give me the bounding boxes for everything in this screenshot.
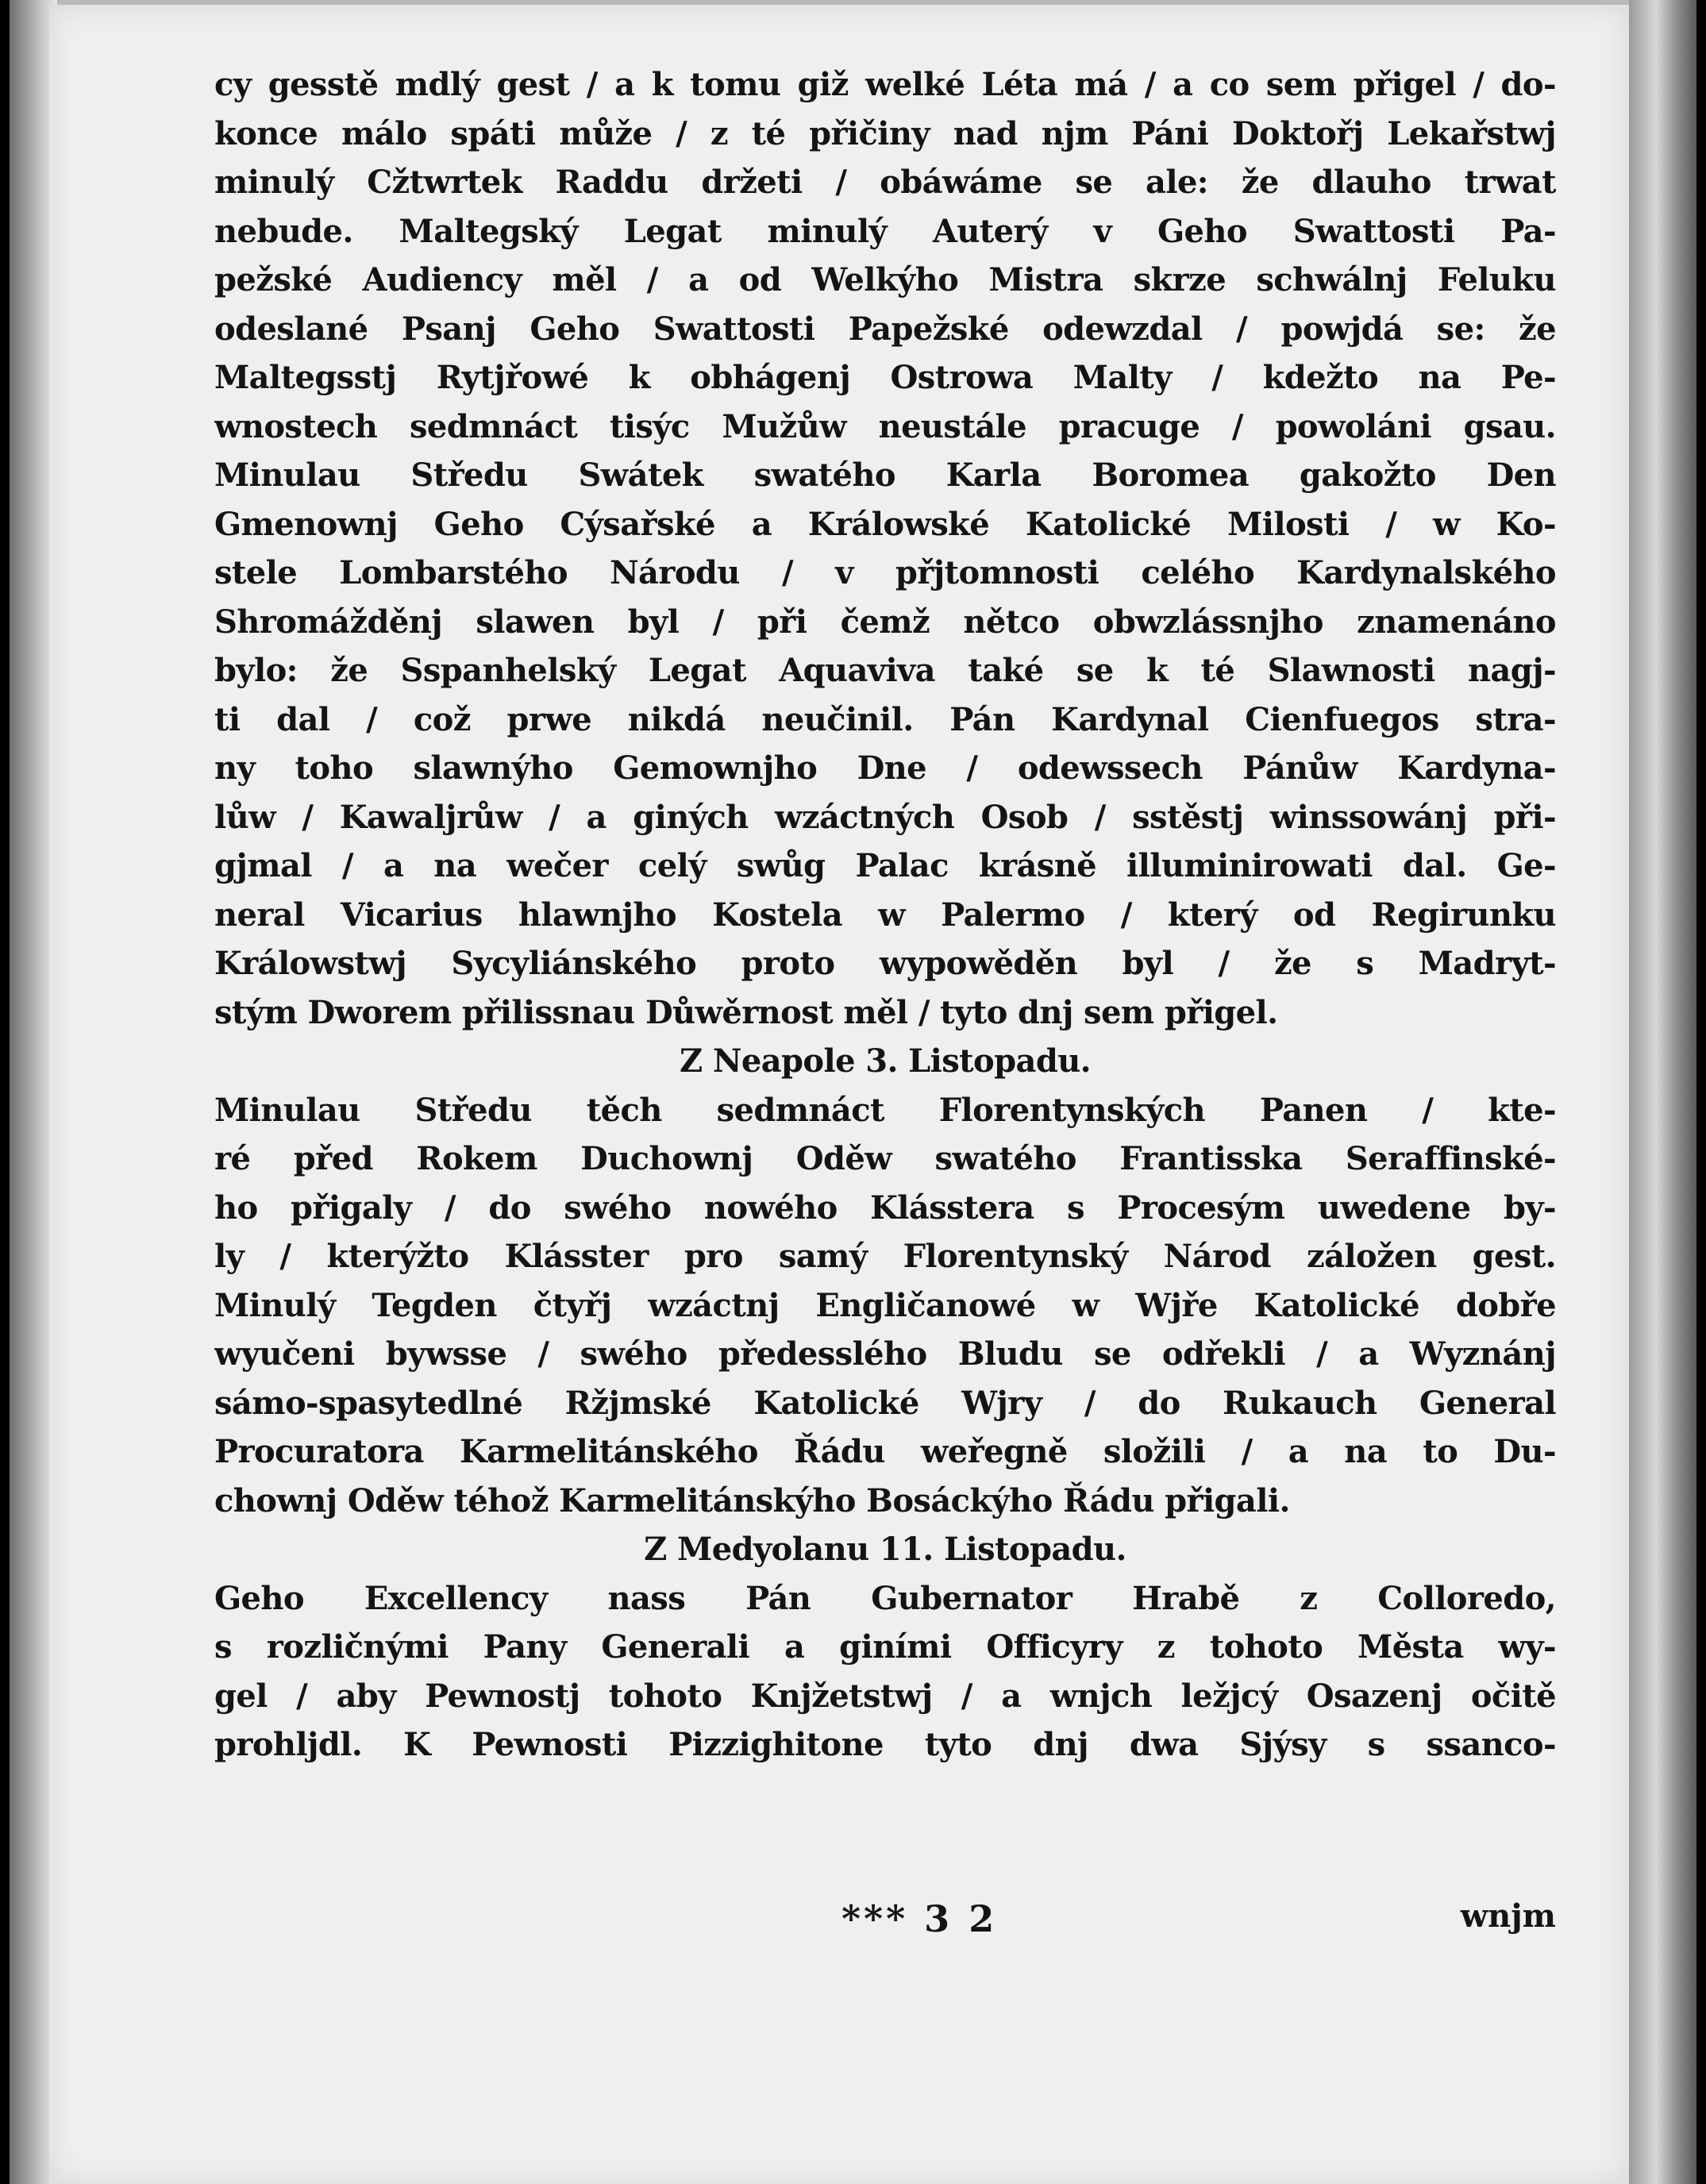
text-line: Procuratora Karmelitánského Řádu weřegně složili / a na to Du-: [214, 1433, 1556, 1470]
dateline-heading: Z Neapole 3. Listopadu.: [679, 1042, 1092, 1080]
page-edges: [1629, 0, 1696, 2184]
text-line: stele Lombarstého Národu / v přjtomnosti celého Kardynalského: [214, 554, 1556, 591]
text-line: pežské Audiency měl / a od Welkýho Mistra skrze schwálnj Feluku: [214, 261, 1556, 299]
text-line: Minulý Tegden čtyřj wzáctnj Engličanowé w Wjře Katolické dobře: [214, 1286, 1556, 1324]
text-line: stým Dworem přilissnau Důwěrnost měl / tyto dnj sem přigel.: [214, 993, 1278, 1031]
text-line: gel / aby Pewnostj tohoto Knjžetstwj / a wnjch ležjcý Osazenj očitě: [214, 1677, 1556, 1715]
text-line: Shromážděnj slawen byl / při čemž nětco obwzlássnjho znamenáno: [214, 603, 1556, 641]
text-line: minulý Cžtwrtek Raddu držeti / obáwáme se ale: že dlauho trwat: [214, 164, 1556, 201]
text-line: cy gesstě mdlý gest / a k tomu giž welké Léta má / a co sem přigel / do-: [214, 66, 1556, 103]
text-line: s rozličnými Pany Generali a giními Officyry z tohoto Města wy-: [214, 1628, 1556, 1666]
text-line: wnostech sedmnáct tisýc Mužůw neustále pracuge / powoláni gsau.: [214, 407, 1556, 445]
dateline-heading: Z Medyolanu 11. Listopadu.: [644, 1531, 1126, 1568]
catchword: wnjm: [1460, 1897, 1556, 1935]
text-line: neral Vicarius hlawnjho Kostela w Palermo / který od Regirunku: [214, 896, 1556, 934]
text-line: gjmal / a na wečer celý swůg Palac krásně illuminirowati dal. Ge-: [214, 847, 1556, 884]
text-line: wyučeni bywsse / swého předesslého Bludu se odřekli / a Wyznánj: [214, 1335, 1556, 1373]
text-line: ny toho slawnýho Gemownjho Dne / odewssech Pánůw Kardyna-: [214, 749, 1556, 787]
body-text: [214, 60, 1556, 1770]
page-footer: [214, 1897, 1556, 1961]
text-line: chownj Oděw téhož Karmelitánskýho Bosáckýho Řádu přigali.: [214, 1481, 1290, 1520]
text-line: nebude. Maltegský Legat minulý Auterý v Geho Swattosti Pa-: [214, 212, 1556, 250]
text-line: ti dal / což prwe nikdá neučinil. Pán Kardynal Cienfuegos stra-: [214, 700, 1556, 738]
text-line: Maltegsstj Rytjřowé k obhágenj Ostrowa Malty / kdežto na Pe-: [214, 359, 1556, 396]
text-line: ho přigaly / do swého nowého Klásstera s Procesým uwedene by-: [214, 1188, 1556, 1227]
text-line: Minulau Středu Swátek swatého Karla Boromea gakožto Den: [214, 456, 1556, 494]
text-line: bylo: že Sspanhelský Legat Aquaviva také se k té Slawnosti nagj-: [214, 652, 1556, 689]
text-line: ly / kterýžto Klásster pro samý Florentynský Národ záložen gest.: [214, 1238, 1556, 1275]
text-line: Králowstwj Sycyliánského proto wypowěděn byl / že s Madryt-: [214, 945, 1556, 982]
text-line: sámo-spasytedlné Ržjmské Katolické Wjry / do Rukauch General: [214, 1384, 1556, 1422]
text-line: Minulau Středu těch sedmnáct Florentynských Panen / kte-: [214, 1091, 1556, 1129]
text-line: Gmenownj Geho Cýsařské a Králowské Katolické Milosti / w Ko-: [214, 505, 1556, 543]
text-line: odeslané Psanj Geho Swattosti Papežské odewzdal / powjdá se: že: [214, 310, 1556, 348]
text-line: ré před Rokem Duchownj Oděw swatého Frantisska Seraffinské-: [214, 1140, 1556, 1177]
printed-page: [49, 5, 1629, 2184]
text-line: konce málo spáti může / z té přičiny nad njm Páni Doktořj Lekařstwj: [214, 114, 1556, 152]
text-line: Geho Excellency nass Pán Gubernator Hrabě z Colloredo,: [214, 1579, 1556, 1617]
text-line: lůw / Kawaljrůw / a giných wzáctných Osob / sstěstj winssowánj při-: [214, 798, 1556, 836]
text-line: prohljdl. K Pewnosti Pizzighitone tyto dnj dwa Sjýsy s ssanco-: [214, 1726, 1556, 1763]
signature-mark: *** 3 2: [841, 1897, 998, 1940]
